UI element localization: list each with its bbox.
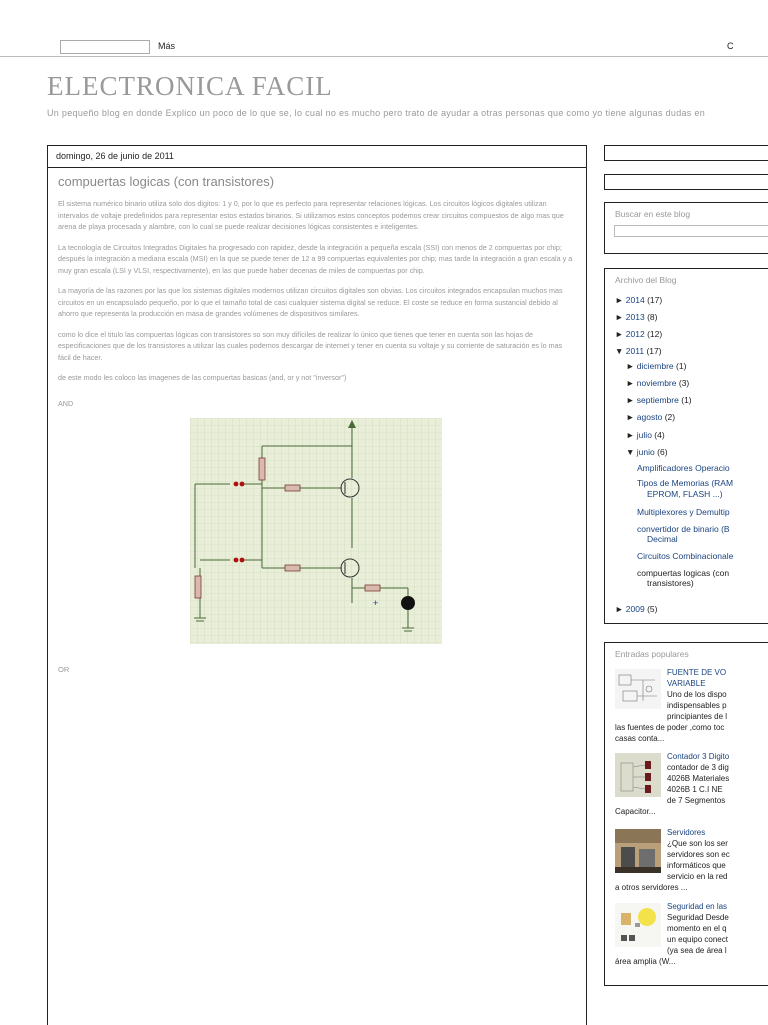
navbar — [0, 0, 768, 57]
expand-toggle-icon[interactable]: ► — [615, 329, 624, 339]
archive-month-agosto[interactable]: ► agosto (2) — [626, 412, 676, 422]
archive-post-link[interactable]: convertidor de binario (B — [637, 524, 730, 534]
navbar-search-input[interactable] — [60, 40, 150, 54]
popular-post-title[interactable]: FUENTE DE VO — [667, 668, 727, 677]
popular-post — [615, 827, 768, 893]
popular-heading: Entradas populares — [615, 649, 689, 659]
expand-toggle-icon[interactable]: ► — [626, 361, 635, 371]
popular-post-snippet: Seguridad Desde — [667, 913, 729, 922]
popular-post-snippet: servidores son ec — [667, 850, 730, 859]
archive-month-julio[interactable]: ► julio (4) — [626, 430, 665, 440]
archive-post-current: compuertas logicas (con — [637, 568, 730, 578]
navbar-right-link[interactable]: C — [727, 41, 734, 51]
navbar-more-link[interactable]: Más — [158, 41, 176, 51]
archive-widget — [604, 268, 768, 624]
post-paragraph: El sistema numérico binario utiliza solo dos digitos: 1 y 0, por lo que es perfecto para representar relaciones lógicas. Los circuitos lógicos digitales utilizan intervalos de voltaje predefinidos para representar estos estados binarios. Si utilizamos estos conceptos podemos crear circuitos compuestos de algo mas que arena de playa procesada y alambre, con lo cual se puede realizar decisiones lógicas consistentes e inteligentes. — [58, 199, 564, 231]
expand-toggle-icon[interactable]: ► — [615, 295, 624, 305]
archive-year-2009[interactable]: ► 2009 (5) — [615, 604, 658, 614]
blog-search-input[interactable] — [614, 225, 768, 237]
popular-post-snippet: Capacitor... — [615, 807, 656, 816]
post-paragraph: como lo dice el titulo las compuertas lógicas con transistores so son muy difíciles de realizar lo único que tienes que tener en cuenta son las hojas de especificaciones que de los transistores a utilizar las cuales podemos descargar de internet y tener en cuenta su voltaje y su corriente de saturación es lo mas fácil de hacer. — [58, 329, 563, 362]
popular-post-snippet: 4026B Materiales — [667, 774, 730, 783]
popular-post-snippet: ¿Que son los ser — [667, 839, 728, 848]
popular-post-snippet: de 7 Segmentos — [667, 796, 726, 805]
popular-post — [615, 751, 768, 817]
post-paragraph: La mayoría de las razones por las que los sistemas digitales modernos utilizan circuitos digitales son obvias. Los circuitos integrados encapsulan muchos mas circuitos en un encapsulado pequeño, por lo que el tamaño total de casi cualquier sistema digital se reduce. El coste se reduce en forma sustancial debido al ahorro que representa la producción en masa de grandes volúmenes de dispositivos similares. — [58, 286, 563, 318]
popular-post-snippet: área amplia (W... — [615, 957, 676, 966]
post-date: domingo, 26 de junio de 2011 — [48, 146, 586, 168]
post — [48, 168, 586, 676]
collapse-toggle-icon[interactable]: ▼ — [615, 346, 624, 356]
popular-post-snippet: a otros servidores ... — [615, 883, 688, 892]
search-heading: Buscar en este blog — [615, 209, 691, 219]
expand-toggle-icon[interactable]: ► — [615, 604, 624, 614]
popular-post-title[interactable]: Contador 3 Digito — [667, 752, 730, 761]
popular-post-snippet: Uno de los dispo — [667, 690, 727, 699]
sidebar-widget-empty-1 — [604, 145, 768, 161]
post-column — [47, 145, 587, 1025]
collapse-toggle-icon[interactable]: ▼ — [626, 447, 635, 457]
blog-description: Un pequeño blog en donde Explico un poco de lo que se, lo cual no es mucho pero trato de ayudar a otras personas que como yo tiene algunas dudas en — [47, 108, 706, 118]
post-thumbnail-image[interactable] — [615, 753, 661, 797]
archive-post-link[interactable]: Tipos de Memorias (RAM — [637, 478, 734, 488]
popular-post-snippet: informáticos que — [667, 861, 726, 870]
archive-post-link[interactable]: Amplificadores Operacio — [637, 463, 730, 473]
post-paragraph: de este modo les coloco las imagenes de las compuertas basicas (and, or y not "inversor") — [58, 373, 347, 382]
popular-post-snippet: 4026B 1 C.I NE — [667, 785, 723, 794]
svg-text:+: + — [373, 598, 379, 608]
popular-post-snippet: las fuentes de poder ,como toc — [615, 723, 725, 732]
archive-post-link-cont[interactable]: EPROM, FLASH ...) — [647, 489, 723, 499]
popular-post-title[interactable]: Servidores — [667, 828, 706, 837]
archive-post-current-cont: transistores) — [647, 578, 694, 588]
archive-post-link[interactable]: Circuitos Combinacionale — [637, 551, 734, 561]
archive-year-2011[interactable]: ▼ 2011 (17) — [615, 346, 662, 356]
archive-month-noviembre[interactable]: ► noviembre (3) — [626, 378, 690, 388]
popular-post — [615, 901, 768, 967]
popular-post-snippet: un equipo conect — [667, 935, 728, 944]
expand-toggle-icon[interactable]: ► — [626, 412, 635, 422]
or-label: OR — [58, 665, 70, 674]
popular-post-title[interactable]: Seguridad en las — [667, 902, 728, 911]
archive-month-septiembre[interactable]: ► septiembre (1) — [626, 395, 692, 405]
archive-post-link[interactable]: Multiplexores y Demultip — [637, 507, 730, 517]
popular-post — [615, 667, 768, 744]
and-gate-schematic-image[interactable] — [190, 418, 442, 644]
expand-toggle-icon[interactable]: ► — [626, 378, 635, 388]
expand-toggle-icon[interactable]: ► — [615, 312, 624, 322]
popular-post-snippet: contador de 3 dig — [667, 763, 729, 772]
archive-heading: Archivo del Blog — [615, 275, 677, 285]
popular-post-snippet: principiantes de l — [667, 712, 728, 721]
archive-year-2014[interactable]: ► 2014 (17) — [615, 295, 663, 305]
archive-month-diciembre[interactable]: ► diciembre (1) — [626, 361, 687, 371]
popular-post-snippet: casas conta... — [615, 734, 665, 743]
search-widget — [604, 202, 768, 254]
archive-post-link-cont[interactable]: Decimal — [647, 534, 678, 544]
post-title[interactable]: compuertas logicas (con transistores) — [58, 174, 275, 189]
and-label: AND — [58, 398, 74, 408]
archive-year-2013[interactable]: ► 2013 (8) — [615, 312, 658, 322]
popular-post-snippet: momento en el q — [667, 924, 727, 933]
expand-toggle-icon[interactable]: ► — [626, 395, 635, 405]
post-thumbnail-image[interactable] — [615, 829, 661, 873]
popular-post-snippet: indispensables p — [667, 701, 727, 710]
popular-post-title-cont[interactable]: VARIABLE — [667, 679, 706, 688]
popular-post-snippet: (ya sea de área l — [667, 946, 727, 955]
post-thumbnail-image[interactable] — [615, 669, 661, 713]
expand-toggle-icon[interactable]: ► — [626, 430, 635, 440]
archive-month-junio[interactable]: ▼ junio (6) — [626, 447, 668, 457]
popular-posts-widget — [604, 642, 768, 986]
schematic-drawing — [190, 418, 442, 644]
sidebar-widget-empty-2 — [604, 174, 768, 190]
post-paragraph: La tecnología de Circuitos Integrados Digitales ha progresado con rapidez, desde la integración a pequeña escala (SSI) con menos de 2 compuertas por chip; después la integración a mediana escala (MSI) en la que se puede tener de 12 a 99 compuertas equivalentes por chip; mas tarde la integración a gran escala y a muy gran escala (LSI y VLSI, respectivamente), en las que puede haber decenas de miles de compuertas por chip. — [58, 242, 573, 275]
popular-post-snippet: servicio en la red — [667, 872, 728, 881]
blog-title[interactable]: ELECTRONICA FACIL — [47, 71, 333, 101]
post-thumbnail-image[interactable] — [615, 903, 661, 947]
archive-year-2012[interactable]: ► 2012 (12) — [615, 329, 663, 339]
